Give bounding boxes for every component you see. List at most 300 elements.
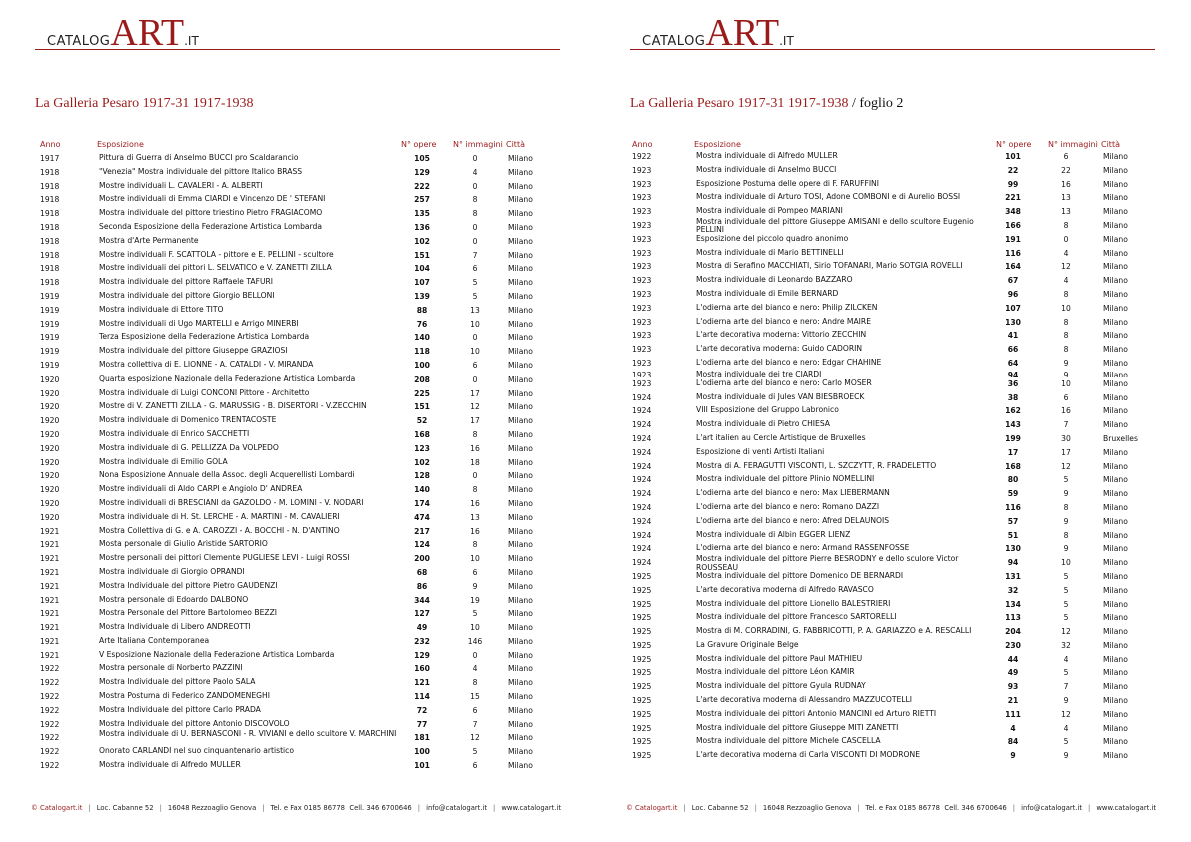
works-count-cell: 66 (1007, 345, 1019, 355)
works-count-cell: 136 (414, 222, 430, 232)
year-cell: 1918 (40, 209, 60, 219)
year-cell: 1918 (40, 264, 60, 274)
images-count-cell: 8 (1063, 220, 1069, 230)
works-count-cell: 139 (414, 291, 430, 301)
city-cell: Milano (1103, 193, 1128, 203)
table-row (630, 274, 1155, 288)
year-cell: 1923 (632, 234, 652, 244)
table-row (630, 357, 1155, 371)
table-row (630, 611, 1155, 625)
exhibition-cell: Nona Esposizione Annuale della Assoc. degli Acquerellisti Lombardi (99, 470, 355, 480)
works-count-cell: 101 (1005, 152, 1021, 161)
year-cell: 1921 (40, 526, 60, 536)
images-count-cell: 9 (1063, 489, 1069, 499)
year-cell: 1924 (632, 530, 652, 540)
year-cell: 1918 (40, 250, 60, 260)
images-count-cell: 0 (472, 333, 478, 343)
exhibition-cell: Mostra individuale del pittore Raffaele TAFURI (99, 277, 274, 287)
table-row (35, 166, 560, 180)
table-row (35, 331, 560, 345)
table-row (35, 525, 560, 539)
year-cell: 1923 (632, 289, 652, 299)
exhibition-table (35, 152, 560, 773)
city-cell: Milano (508, 278, 533, 288)
exhibition-cell: Mostra individuale di Arturo TOSI, Adone COMBONI e di Aurelio BOSSI (696, 192, 961, 202)
images-count-cell: 4 (472, 664, 478, 674)
city-cell: Milano (1103, 378, 1128, 388)
works-count-cell: 199 (1005, 433, 1021, 443)
table-row (630, 216, 1155, 235)
works-count-cell: 225 (414, 388, 430, 398)
works-count-cell: 118 (414, 347, 430, 357)
table-row (630, 598, 1155, 612)
table-row (630, 515, 1155, 529)
images-count-cell: 5 (472, 278, 478, 288)
city-cell: Milano (508, 540, 533, 550)
exhibition-cell: Arte Italiana Contemporanea (99, 635, 210, 645)
works-count-cell: 130 (1005, 317, 1021, 327)
city-cell: Milano (508, 374, 533, 384)
table-row (35, 607, 560, 621)
year-cell: 1924 (632, 516, 652, 526)
images-count-cell: 8 (1063, 530, 1069, 540)
year-cell: 1925 (632, 654, 652, 664)
works-count-cell: 9 (1010, 751, 1016, 761)
header-rule (630, 49, 1155, 50)
exhibition-cell: Mostra di M. CORRADINI, G. FABBRICOTTI, P. A. GARIAZZO e A. RESCALLI (696, 626, 972, 636)
year-cell: 1924 (632, 461, 652, 471)
city-cell: Milano (1103, 599, 1128, 609)
year-cell: 1918 (40, 181, 60, 191)
page-footer: © Catalogart.it | Loc. Cabanne 52 | 16048 Rezzoaglio Genova | Tel. e Fax 0185 86778 Cell. 346 6700646 | info@catalogart.it | www.catalogart.it (31, 804, 561, 812)
exhibition-cell: L'odierna arte del bianco e nero: Philip ZILCKEN (696, 302, 878, 312)
table-row (35, 152, 560, 166)
year-cell: 1925 (632, 585, 652, 595)
exhibition-cell: Mostra individuale del pittore Domenico DE BERNARDI (696, 570, 904, 580)
table-row (630, 178, 1155, 192)
works-count-cell: 77 (416, 719, 428, 729)
city-cell: Milano (508, 692, 533, 702)
city-cell: Milano (508, 485, 533, 495)
year-cell: 1922 (40, 761, 60, 771)
year-cell: 1925 (632, 571, 652, 581)
images-count-cell: 0 (1063, 234, 1069, 244)
header-rule (35, 49, 560, 50)
city-cell: Milano (1103, 530, 1128, 540)
year-cell: 1925 (632, 627, 652, 637)
city-cell: Milano (508, 167, 533, 177)
year-cell: 1924 (632, 392, 652, 402)
exhibition-cell: Mostre individuali di Ugo MARTELLI e Arrigo MINERBI (99, 318, 299, 328)
year-cell: 1920 (40, 416, 60, 426)
year-cell: 1922 (40, 747, 60, 757)
city-cell: Milano (508, 250, 533, 260)
images-count-cell: 12 (470, 733, 480, 743)
city-cell: Milano (1103, 751, 1128, 761)
works-count-cell: 191 (1005, 234, 1021, 244)
table-row (35, 497, 560, 511)
table-row (630, 260, 1155, 274)
city-cell: Milano (508, 471, 533, 481)
year-cell: 1923 (632, 220, 652, 230)
city-cell: Milano (508, 360, 533, 370)
year-cell: 1922 (40, 664, 60, 674)
works-count-cell: 130 (1005, 544, 1021, 554)
exhibition-cell: Mostra di Serafino MACCHIATI, Sirio TOFANARI, Mario SOTGIA ROVELLI (696, 261, 963, 271)
city-cell: Milano (1103, 165, 1128, 175)
exhibition-cell: Mostra individuale di Alfredo MULLER (696, 151, 838, 160)
city-cell: Milano (508, 512, 533, 522)
year-cell: 1921 (40, 554, 60, 564)
exhibition-table (630, 150, 1155, 763)
city-cell: Milano (1103, 585, 1128, 595)
exhibition-cell: Mostra d'Arte Permanente (99, 235, 199, 245)
images-count-cell: 4 (1063, 248, 1069, 258)
images-count-cell: 6 (1063, 392, 1069, 402)
works-count-cell: 113 (1005, 613, 1021, 623)
catalogart-logo: CATALOGART.IT (642, 12, 794, 54)
left-sheet (31, 0, 595, 842)
year-cell: 1923 (632, 378, 652, 388)
exhibition-cell: Mosta personale di Giulio Aristide SARTORIO (99, 539, 268, 549)
works-count-cell: 101 (414, 761, 430, 771)
table-row (35, 649, 560, 663)
images-count-cell: 9 (472, 581, 478, 591)
city-cell: Milano (1103, 737, 1128, 747)
catalogart-logo: CATALOGART.IT (47, 12, 199, 54)
year-cell: 1923 (632, 317, 652, 327)
exhibition-cell: Mostra individuale del pittore Giorgio BELLONI (99, 290, 275, 300)
exhibition-cell: L'odierna arte del bianco e nero: Andre MAIRE (696, 316, 871, 326)
city-cell: Milano (1103, 668, 1128, 678)
exhibition-cell: Mostra individuale di H. St. LERCHE - A. MARTINI - M. CAVALIERI (99, 511, 340, 521)
works-count-cell: 38 (1007, 392, 1019, 402)
year-cell: 1920 (40, 485, 60, 495)
works-count-cell: 221 (1005, 193, 1021, 203)
table-row (630, 377, 1155, 391)
exhibition-cell: Mostra Individuale del pittore Antonio DISCOVOLO (99, 718, 290, 728)
images-count-cell: 13 (1061, 193, 1071, 203)
exhibition-cell: L'odierna arte del bianco e nero: Max LIEBERMANN (696, 488, 890, 498)
works-count-cell: 80 (1007, 475, 1019, 485)
year-cell: 1921 (40, 581, 60, 591)
table-row (630, 708, 1155, 722)
table-row (35, 635, 560, 649)
exhibition-cell: Mostre personali dei pittori Clemente PUGLIESE LEVI - Luigi ROSSI (99, 553, 350, 563)
city-cell: Milano (1103, 331, 1128, 341)
table-row (630, 343, 1155, 357)
table-row (630, 749, 1155, 763)
table-row (35, 262, 560, 276)
works-count-cell: 57 (1007, 516, 1019, 526)
works-count-cell: 68 (416, 567, 428, 577)
images-count-cell: 10 (470, 347, 480, 357)
exhibition-cell: L'arte decorativa moderna di Alfredo RAVASCO (696, 584, 874, 594)
exhibition-cell: Mostra individuale di Emilio GOLA (99, 456, 228, 466)
works-count-cell: 257 (414, 195, 430, 205)
works-count-cell: 102 (414, 457, 430, 467)
exhibition-cell: Esposizione del piccolo quadro anonimo (696, 233, 849, 243)
works-count-cell: 4 (1010, 723, 1016, 733)
works-count-cell: 129 (414, 167, 430, 177)
exhibition-cell: V Esposizione Nazionale della Federazione Artistica Lombarda (99, 649, 335, 659)
exhibition-cell: Mostra individuale di U. BERNASCONI - R. VIVIANI e dello scultore V. MARCHINI (99, 729, 397, 739)
works-count-cell: 140 (414, 333, 430, 343)
table-row (35, 207, 560, 221)
city-cell: Milano (1103, 152, 1128, 161)
table-row (35, 759, 560, 773)
city-cell: Milano (1103, 627, 1128, 637)
table-row (35, 690, 560, 704)
images-count-cell: 5 (472, 747, 478, 757)
table-row (630, 722, 1155, 736)
works-count-cell: 88 (416, 305, 428, 315)
city-cell: Milano (1103, 447, 1128, 457)
exhibition-cell: Mostra individuale di Mario BETTINELLI (696, 247, 844, 257)
city-cell: Milano (1103, 516, 1128, 526)
images-count-cell: 5 (1063, 475, 1069, 485)
works-count-cell: 49 (416, 623, 428, 633)
exhibition-cell: Mostra Individuale del pittore Pietro GAUDENZI (99, 580, 278, 590)
exhibition-cell: Mostra individuale di G. PELLIZZA Da VOLPEDO (99, 442, 279, 452)
city-cell: Milano (1103, 234, 1128, 244)
works-count-cell: 134 (1005, 599, 1021, 609)
year-cell: 1918 (40, 236, 60, 246)
year-cell: 1918 (40, 222, 60, 232)
images-count-cell: 8 (1063, 502, 1069, 512)
exhibition-cell: Mostra Personale del Pittore Bartolomeo BEZZI (99, 608, 278, 618)
images-count-cell: 22 (1061, 165, 1071, 175)
city-cell: Milano (1103, 207, 1128, 217)
exhibition-cell: Mostra individuale di Ettore TITO (99, 304, 224, 314)
works-count-cell: 168 (414, 429, 430, 439)
year-cell: 1923 (632, 248, 652, 258)
works-count-cell: 86 (416, 581, 428, 591)
exhibition-cell: Mostre individuali di Emma CIARDI e Vincenzo DE ' STEFANI (99, 194, 326, 204)
year-cell: 1925 (632, 723, 652, 733)
images-count-cell: 0 (472, 650, 478, 660)
exhibition-cell: L'odierna arte del bianco e nero: Edgar CHAHINE (696, 357, 882, 367)
images-count-cell: 9 (1063, 696, 1069, 706)
exhibition-cell: Mostra collettiva di E. LIONNE - A. CATALDI - V. MIRANDA (99, 359, 314, 369)
works-count-cell: 474 (414, 512, 430, 522)
images-count-cell: 17 (1061, 447, 1071, 457)
works-count-cell: 204 (1005, 627, 1021, 637)
table-row (630, 584, 1155, 598)
exhibition-cell: Mostra individuale del pittore Giuseppe AMISANI e dello scultore Eugenio PELLINI (696, 216, 974, 235)
year-cell: 1920 (40, 388, 60, 398)
images-count-cell: 10 (1061, 303, 1071, 313)
city-cell: Milano (508, 181, 533, 191)
exhibition-cell: "Venezia" Mostra individuale del pittore Italico BRASS (99, 166, 303, 176)
table-row (630, 529, 1155, 543)
table-row (630, 191, 1155, 205)
exhibition-cell: L'art italien au Cercle Artistique de Bruxelles (696, 432, 866, 442)
exhibition-cell: Mostra individuale del pittore Plinio NOMELLINI (696, 474, 875, 484)
images-count-cell: 7 (1063, 420, 1069, 430)
exhibition-cell: Terza Esposizione della Federazione Artistica Lombarda (99, 332, 310, 342)
year-cell: 1920 (40, 402, 60, 412)
city-cell: Milano (508, 209, 533, 219)
year-cell: 1919 (40, 333, 60, 343)
year-cell: 1923 (632, 276, 652, 286)
table-row (630, 446, 1155, 460)
images-count-cell: 0 (472, 471, 478, 481)
exhibition-cell: Mostre individuali L. CAVALERI - A. ALBERTI (99, 180, 263, 190)
images-count-cell: 8 (472, 429, 478, 439)
table-row (35, 676, 560, 690)
city-cell: Milano (1103, 358, 1128, 368)
city-cell: Bruxelles (1103, 433, 1138, 443)
year-cell: 1925 (632, 682, 652, 692)
images-count-cell: 5 (1063, 737, 1069, 747)
table-row (630, 625, 1155, 639)
works-count-cell: 124 (414, 540, 430, 550)
table-row (630, 404, 1155, 418)
city-cell: Milano (1103, 289, 1128, 299)
city-cell: Milano (508, 347, 533, 357)
works-count-cell: 143 (1005, 420, 1021, 430)
works-count-cell: 76 (416, 319, 428, 329)
images-count-cell: 16 (1061, 179, 1071, 189)
images-count-cell: 12 (1061, 262, 1071, 272)
exhibition-cell: Mostra individuale di Domenico TRENTACOSTE (99, 415, 277, 425)
works-count-cell: 160 (414, 664, 430, 674)
table-row (35, 400, 560, 414)
table-row (630, 694, 1155, 708)
works-count-cell: 129 (414, 650, 430, 660)
exhibition-cell: Mostre individuali dei pittori L. SELVATICO e V. ZANETTI ZILLA (99, 263, 332, 273)
works-count-cell: 114 (414, 692, 430, 702)
year-cell: 1925 (632, 668, 652, 678)
city-cell: Milano (1103, 654, 1128, 664)
city-cell: Milano (508, 305, 533, 315)
exhibition-cell: Mostra di A. FERAGUTTI VISCONTI, L. SZCZYTT, R. FRADELETTO (696, 460, 937, 470)
exhibition-cell: Mostra individuale del pittore Lionello BALESTRIERI (696, 598, 891, 608)
city-cell: Milano (1103, 406, 1128, 416)
year-cell: 1918 (40, 278, 60, 288)
table-row (35, 359, 560, 373)
images-count-cell: 8 (1063, 289, 1069, 299)
works-count-cell: 123 (414, 443, 430, 453)
images-count-cell: 13 (470, 512, 480, 522)
images-count-cell: 6 (472, 264, 478, 274)
year-cell: 1923 (632, 179, 652, 189)
city-cell: Milano (508, 402, 533, 412)
city-cell: Milano (1103, 571, 1128, 581)
exhibition-cell: Mostra individuale di Luigi CONCONI Pittore - Architetto (99, 387, 310, 397)
year-cell: 1921 (40, 595, 60, 605)
city-cell: Milano (1103, 392, 1128, 402)
images-count-cell: 9 (1063, 370, 1069, 377)
city-cell: Milano (508, 747, 533, 757)
images-count-cell: 8 (1063, 317, 1069, 327)
right-sheet (626, 0, 1190, 842)
images-count-cell: 8 (1063, 345, 1069, 355)
year-cell: 1920 (40, 471, 60, 481)
works-count-cell: 164 (1005, 262, 1021, 272)
city-cell: Milano (508, 291, 533, 301)
table-header: Anno Esposizione N° opere N° immagini Città (632, 140, 1120, 149)
images-count-cell: 6 (472, 567, 478, 577)
table-row (630, 473, 1155, 487)
table-row (630, 432, 1155, 446)
table-row (35, 304, 560, 318)
images-count-cell: 16 (470, 443, 480, 453)
city-cell: Milano (508, 581, 533, 591)
images-count-cell: 6 (472, 705, 478, 715)
works-count-cell: 59 (1007, 489, 1019, 499)
exhibition-cell: Mostra individuale di Giorgio OPRANDI (99, 566, 245, 576)
year-cell: 1925 (632, 613, 652, 623)
year-cell: 1924 (632, 544, 652, 554)
city-cell: Milano (508, 567, 533, 577)
images-count-cell: 9 (1063, 751, 1069, 761)
images-count-cell: 4 (472, 167, 478, 177)
works-count-cell: 200 (414, 554, 430, 564)
exhibition-cell: Onorato CARLANDI nel suo cinquantenario artistico (99, 746, 294, 756)
works-count-cell: 116 (1005, 248, 1021, 258)
exhibition-cell: Mostra Individuale di Libero ANDREOTTI (99, 622, 251, 632)
works-count-cell: 232 (414, 636, 430, 646)
city-cell: Milano (508, 554, 533, 564)
exhibition-cell: Mostra individuale di Pompeo MARIANI (696, 206, 843, 216)
city-cell: Milano (508, 623, 533, 633)
table-row (35, 235, 560, 249)
year-cell: 1924 (632, 420, 652, 430)
table-row (35, 345, 560, 359)
city-cell: Milano (1103, 262, 1128, 272)
year-cell: 1920 (40, 374, 60, 384)
works-count-cell: 128 (414, 471, 430, 481)
year-cell: 1923 (632, 358, 652, 368)
works-count-cell: 181 (414, 733, 430, 743)
year-cell: 1923 (632, 207, 652, 217)
images-count-cell: 5 (1063, 668, 1069, 678)
year-cell: 1921 (40, 609, 60, 619)
city-cell: Milano (508, 236, 533, 246)
images-count-cell: 7 (1063, 682, 1069, 692)
city-cell: Milano (508, 264, 533, 274)
exhibition-cell: L'arte decorativa moderna di Alessandro MAZZUCOTELLI (696, 695, 912, 705)
images-count-cell: 12 (1061, 627, 1071, 637)
city-cell: Milano (508, 416, 533, 426)
city-cell: Milano (508, 733, 533, 743)
images-count-cell: 8 (472, 485, 478, 495)
table-row (35, 456, 560, 470)
exhibition-cell: L'arte decorativa moderna di Carla VISCONTI DI MODRONE (696, 750, 921, 760)
city-cell: Milano (1103, 682, 1128, 692)
city-cell: Milano (1103, 544, 1128, 554)
city-cell: Milano (1103, 640, 1128, 650)
table-row (35, 704, 560, 718)
images-count-cell: 5 (1063, 585, 1069, 595)
city-cell: Milano (1103, 248, 1128, 258)
works-count-cell: 100 (414, 747, 430, 757)
page-footer: © Catalogart.it | Loc. Cabanne 52 | 16048 Rezzoaglio Genova | Tel. e Fax 0185 86778 Cell. 346 6700646 | info@catalogart.it | www.catalogart.it (626, 804, 1156, 812)
works-count-cell: 96 (1007, 289, 1019, 299)
city-cell: Milano (508, 443, 533, 453)
year-cell: 1919 (40, 347, 60, 357)
year-cell: 1925 (632, 640, 652, 650)
year-cell: 1922 (40, 733, 60, 743)
page-title: La Galleria Pesaro 1917-31 1917-1938 / foglio 2 (630, 96, 904, 111)
works-count-cell: 72 (416, 705, 428, 715)
table-row (35, 290, 560, 304)
works-count-cell: 22 (1007, 165, 1019, 175)
exhibition-cell: Esposizione di venti Artisti Italiani (696, 446, 825, 456)
year-cell: 1921 (40, 650, 60, 660)
